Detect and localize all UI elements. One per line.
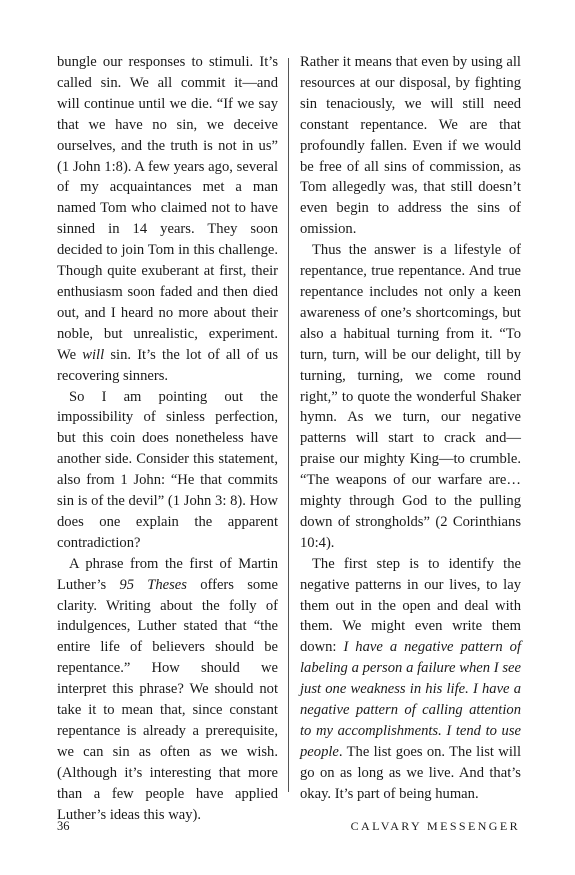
paragraph-text: sin. It’s the lot of all of us recovering sinners.	[57, 346, 278, 384]
left-column	[57, 52, 278, 826]
column-divider	[288, 58, 289, 792]
right-column	[300, 52, 521, 805]
paragraph: So I am pointing out the impossibility of sinless perfection, but this coin does nonetheless have another side. Consider this statement, also from 1 John: “He that commits sin is of the devil” (1 John 3: 8). How does one explain the apparent contradiction?	[57, 388, 278, 551]
paragraph-text: A phrase from the first of Martin Luther’s	[57, 555, 278, 593]
emphasis-text: will	[82, 346, 105, 363]
paragraph-text: bungle our responses to stimuli. It’s called sin. We all commit it—and will continue until we die. “If we say that we have no sin, we deceive ourselves, and the truth is not in us” (1 John 1:8). A few years ago, several of my acquaintances met a man named Tom who claimed not to have sinned in 14 years. They soon decided to join Tom in this challenge. Though quite exuberant at first, their enthusiasm soon faded and then died out, and I heard no more about their noble, but unrealistic, experiment. We	[57, 54, 278, 363]
paragraph-text: The first step is to identify the negative patterns in our lives, to lay them out in the open and deal with them. We might even write them down:	[300, 555, 521, 656]
paragraph: Thus the answer is a lifestyle of repentance, true repentance. And true repentance includes not only a keen awareness of one’s shortcomings, but also a habitual turning from it. “To turn, turn, will be our delight, till by turning, turning, we come round right,” to quote the wonderful Shaker hymn. As we turn, our negative patterns will start to crack and—praise our mighty King—to crumble. “The weapons of our warfare are…mighty through God to the pulling down of strongholds” (2 Corinthians 10:4).	[300, 242, 521, 551]
book-title: 95 Theses	[119, 576, 187, 593]
paragraph	[57, 554, 278, 826]
paragraph-text: offers some clarity. Writing about the folly of indulgences, Luther stated that “the entire life of believers should be repentance.” How should we interpret this phrase? We should not take it to mean that, since constant repentance is already a prerequisite, we can sin as often as we wish. (Although it’s interesting that more than a few people have applied Luther’s ideas this way).	[57, 576, 278, 823]
paragraph	[300, 554, 521, 805]
paragraph	[57, 52, 278, 387]
paragraph-text: . The list goes on. The list will go on as long as we live. And that’s okay. It’s part of being human.	[300, 743, 521, 802]
paragraph: Rather it means that even by using all resources at our disposal, by fighting sin tenaciously, we will still need constant repentance. We are that profoundly fallen. Even if we would be free of all sins of commission, as Tom allegedly was, that still doesn’t even begin to address the sins of omission.	[300, 54, 521, 238]
running-title: CALVARY MESSENGER	[350, 819, 520, 833]
page-number: 36	[57, 819, 70, 833]
emphasis-text: I have a negative pattern of labeling a person a failure when I see just one weakness in his life. I have a negative pattern of calling attention to my accomplishments. I tend to use people	[300, 639, 521, 760]
